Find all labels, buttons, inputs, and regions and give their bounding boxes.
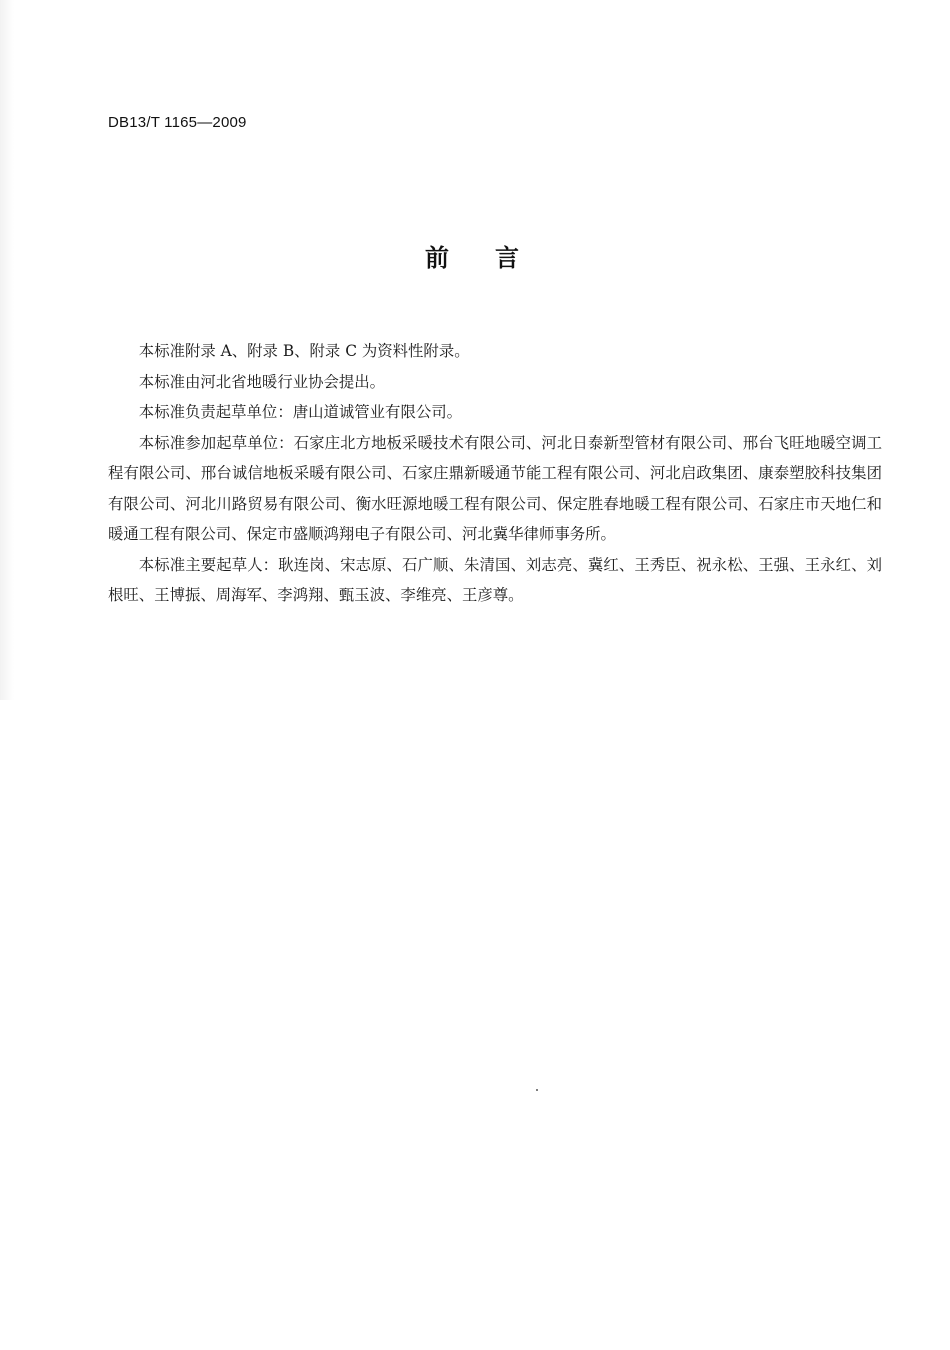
scan-speck	[536, 1089, 538, 1091]
paragraph-proposer: 本标准由河北省地暖行业协会提出。	[138, 372, 386, 391]
paragraph-appendix: 本标准附录 A、附录 B、附录 C 为资料性附录。	[138, 342, 470, 360]
paragraph-participating-units: 本标准参加起草单位：石家庄北方地板采暖技术有限公司、河北日泰新型管材有限公司、邢台飞旺地暖空调工程有限公司、邢台诚信地板采暖有限公司、石家庄鼎新暖通节能工程有限公司、河北启政集团、康泰塑胶科技集团有限公司、河北川路贸易有限公司、衡水旺源地暖工程有限公司、保定胜春地暖工程有限公司、石家庄市天地仁和暖通工程有限公司、保定市盛顺鸿翔电子有限公司、河北冀华律师事务所。	[108, 433, 882, 543]
document-code: DB13/T 1165—2009	[108, 114, 247, 131]
scan-shadow	[0, 0, 14, 700]
paragraph-main-drafters: 本标准主要起草人：耿连岗、宋志原、石广顺、朱清国、刘志亮、冀红、王秀臣、祝永松、王强、王永红、刘根旺、王博振、周海军、李鸿翔、甄玉波、李维亮、王彦尊。	[108, 555, 882, 604]
foreword-body	[108, 336, 882, 611]
section-title: 前言	[425, 244, 565, 272]
paragraph-lead-drafter: 本标准负责起草单位：唐山道诚管业有限公司。	[138, 403, 463, 421]
